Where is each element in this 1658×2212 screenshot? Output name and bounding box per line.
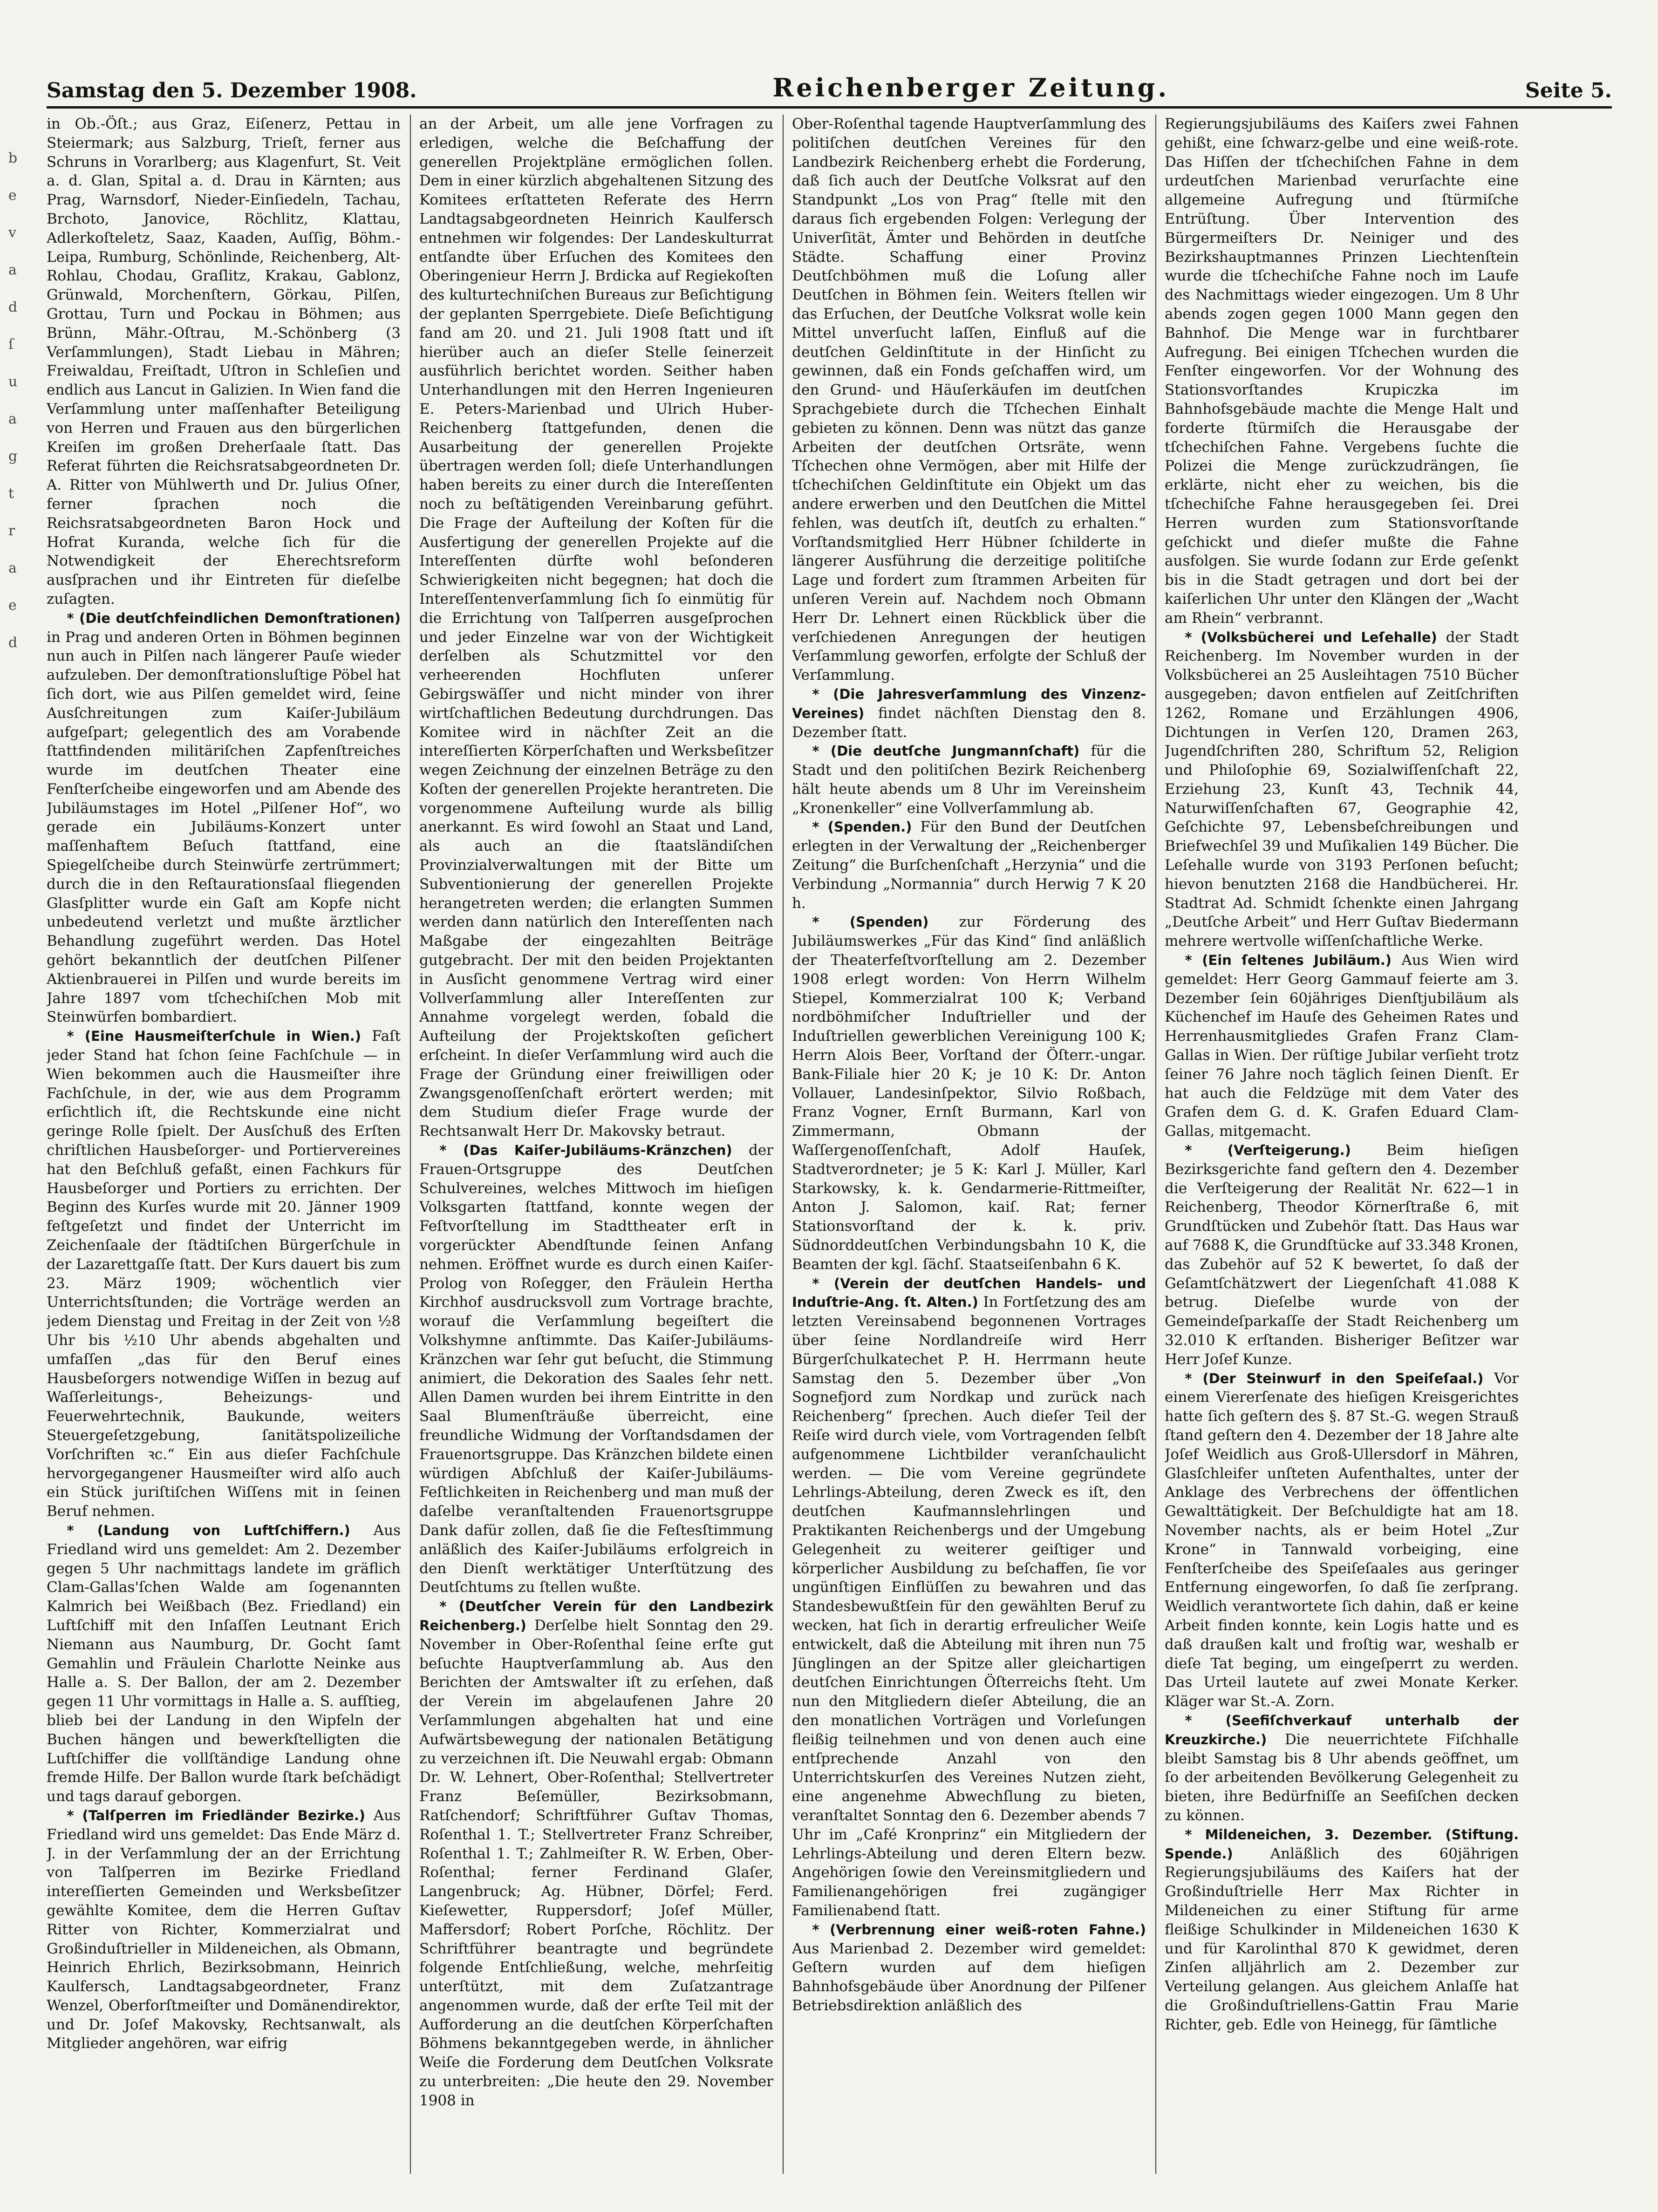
article-paragraph [1165,628,1519,951]
article-text: Aus Friedland wird uns gemeldet: Das Ende März d. J. in der Verſammlung der an der Errichtung von Talſperren im Bezirke Friedland intereſſierten Gemeinden und Werksbeſitzer gewählte Komitee, dem die Herren Guſtav Ritter von Richter, Kommerzialrat und Großinduſtrieller in Mildeneichen, als Obmann, Heinrich Ehrlich, Bezirksobmann, Heinrich Kaulfersch, Landtagsabgeordneter, Franz Wenzel, Oberforſtmeiſter und Domänendirektor, und Dr. Joſef Makovsky, Rechtsanwalt, als Mitglieder angehören, war eifrig [47,1807,401,2052]
article-text: Vor einem Viererſenate des hieſigen Kreisgerichtes hatte ſich geſtern des §. 87 St.-G. wegen Strauß ſtand geſtern den 4. Dezember der 18 Jahre alte Joſef Weidlich aus Groß-Ullersdorf in Mähren, Glasſchleifer unſteten Aufenthaltes, unter der Anklage des Verbrechens der öffentlichen Gewalttätigkeit. Der Beſchuldigte hat am 18. November nachts, als er beim Hotel „Zur Krone“ in Tannwald vorbeiging, eine Fenſterſcheibe des Speiſeſaales aus geringer Entfernung eingeworfen, ſo daß ſie zerſprang. Weidlich verantwortete ſich dahin, daß er keine Arbeit finden konnte, kein Logis hatte und es daß draußen kalt und froſtig war, weshalb er dieſe Tat beging, um eingeſperrt zu werden. Das Urteil lautete auf zwei Monate Kerker. Kläger war St.-A. Zorn. [1165,1370,1519,1710]
article-headline: * (Die deutſche Jungmannſchaft) [812,743,1080,759]
article-paragraph [792,742,1146,818]
article-headline: * (Der Steinwurf in den Speiſeſaal.) [1185,1370,1484,1386]
article-headline: * (Die Jahresverſammlung des Vinzenz-Vereines) [792,686,1146,721]
article-headline: * (Ein ſeltenes Jubiläum.) [1185,952,1392,969]
column-1 [47,115,401,2174]
article-headline: * Mildeneichen, 3. Dezember. (Stiftung. Spende.) [1165,1826,1519,1862]
article-text: der Frauen-Ortsgruppe des Deutſchen Schulvereines, welches Mittwoch im hieſigen Volksgarten ſtattfand, konnte wegen der Feſtvorſtellung im Stadttheater erſt in vorgerückter Abendſtunde ſeinen Anfang nehmen. Eröffnet wurde es durch einen Kaiſer-Prolog von Roſegger, den Fräulein Hertha Kirchhof ausdrucksvoll zum Vortrage brachte, worauf die Verſammlung begeiſtert die Volkshymne anſtimmte. Das Kaiſer-Jubiläums-Kränzchen war ſehr gut beſucht, die Stimmung animiert, die Dekoration des Saales ſehr nett. Allen Damen wurden bei ihrem Eintritte in den Saal Blumenſträuße überreicht, eine freundliche Widmung der Vorſtandsdamen der Frauenortsgruppe. Das Kränzchen bildete einen würdigen Abſchluß der Kaiſer-Jubiläums-Feſtlichkeiten in Reichenberg und man muß der daſelbe veranſtaltenden Frauenortsgruppe Dank dafür zollen, daß ſie die Feſtesſtimmung anläßlich des Kaiſer-Jubiläums erfolgreich in den Dienſt werktätiger Unterſtützung des Deutſchtums zu ſtellen wußte. [419,1142,773,1596]
edge-mark: e [8,597,17,614]
article-paragraph [1165,951,1519,1141]
article-text: In Fortſetzung des am letzten Vereinsabend begonnenen Vortrages über ſeine Nordlandreiſe wird Herr Bürgerſchulkatechet P. H. Herrmann heute Samstag den 5. Dezember über „Von Sognefjord zum Nordkap und zurück nach Reichenberg“ ſprechen. Auch dieſer Teil der Reiſe wird durch viele, vom Vortragenden ſelbſt aufgenommene Lichtbilder veranſchaulicht werden. — Die vom Vereine gegründete Lehrlings-Abteilung, deren Zweck es iſt, den deutſchen Kaufmannslehrlingen und Praktikanten Reichenbergs und der Umgebung Gelegenheit zu weiterer geiſtiger und körperlicher Ausbildung zu beſchaffen, ſie vor ungünſtigen Einflüſſen zu bewahren und das Standesbewußtſein für den gewählten Beruf zu wecken, hat ſich in derartig erfreulicher Weiſe entwickelt, daß die Abteilung mit ihren nun 75 Jünglingen an der Spitze aller gleichartigen deutſchen Einrichtungen Öſterreichs ſteht. Um nun den Mitgliedern dieſer Abteilung, die an den monatlichen Vorträgen und Vorleſungen fleißig teilnehmen und von denen auch eine entſprechende Anzahl von den Unterrichtskurſen des Vereines Nutzen zieht, eine angenehme Abwechſlung zu bieten, veranſtaltet Sonntag den 6. Dezember abends 7 Uhr im „Café Kronprinz“ ein Mitgliedern der Lehrlings-Abteilung und deren Eltern bezw. Angehörigen ſowie den Vereinsmitgliedern und Familienangehörigen frei zugängiger Familienabend ſtatt. [792,1294,1146,1919]
article-headline: * (Landung von Luftſchiffern.) [67,1522,350,1538]
article-text: der Stadt Reichenberg. Im November wurden in der Volksbücherei an 25 Ausleihtagen 7510 Bücher ausgegeben; davon entfielen auf Zeitſchriften 1262, Romane und Erzählungen 4906, Dichtungen in Verſen 120, Dramen 263, Jugendſchriften 280, Schriftum 52, Religion und Philoſophie 69, Sozialwiſſenſchaft 22, Erziehung 23, Kunſt 43, Technik 44, Naturwiſſenſchaften 67, Geographie 42, Geſchichte 97, Lebensbeſchreibungen und Briefwechſel 39 und Muſikalien 149 Bücher. Die Leſehalle wurde von 3193 Perſonen beſucht; hievon benutzten 2168 die Handbücherei. Hr. Stadtrat Ad. Schmidt ſchenkte einen Jahrgang „Deutſche Arbeit“ und Herr Guſtav Biedermann mehrere wertvolle wiſſenſchaftliche Werke. [1165,628,1519,950]
article-text: zur Förderung des Jubiläumswerkes „Für das Kind“ ſind anläßlich der Theaterfeſtvorſtellung am 2. Dezember 1908 erlegt worden: Von Herrn Wilhelm Stiepel, Kommerzialrat 100 K; Verband nordböhmiſcher Induſtrieller und der Induſtriellen gewerblichen Vereinigung 100 K; Herrn Alois Beer, Vorſtand der Öſterr.-ungar. Bank-Filiale hier 20 K; je 10 K: Dr. Anton Vollauer, Landesinſpektor, Silvio Roßbach, Franz Vogner, Ernſt Burmann, Karl von Zimmermann, Obmann der Waſſergenoſſenſchaft, Adolf Hauſek, Stadtverordneter; je 5 K: Karl J. Müller, Karl Starkowsky, k. k. Gendarmerie-Rittmeiſter, Anton J. Salomon, kaiſ. Rat; ferner Stationsvorſtand der k. k. priv. Südnorddeutſchen Verbindungsbahn 10 K, die Beamten der kgl. ſächſ. Staatseiſenbahn 6 K. [792,914,1146,1273]
article-text: Aus Marienbad 2. Dezember wird gemeldet: Geſtern wurden auf dem hieſigen Bahnhofsgebäude über Anordnung der Pilſener Betriebsdirektion anläßlich des [792,1940,1146,2014]
article-text: Aus Wien wird gemeldet: Herr Georg Gammauf feierte am 3. Dezember ſein 60jähriges Dienſtjubiläum als Küchenchef im Hauſe des Geheimen Rates und Herrenhausmitgliedes Grafen Franz Clam-Gallas in Wien. Der rüſtige Jubilar verſieht trotz ſeiner 76 Jahre noch täglich ſeinen Dienſt. Er hat auch die Feldzüge mit dem Vater des Grafen dem G. d. K. Grafen Eduard Clam-Gallas, mitgemacht. [1165,952,1519,1140]
edge-mark: g [8,448,18,464]
edge-mark: ſ [8,336,14,353]
article-text: Für den Bund der Deutſchen erlegten in der Verwaltung der „Reichenberger Zeitung“ die Burſchenſchaft „Herzynia“ und die Verbindung „Normannia“ durch Herwig 7 K 20 h. [792,819,1146,912]
column-4 [1165,115,1519,2174]
edge-mark: d [8,635,18,651]
article-text: findet nächſten Dienstag den 8. Dezember ſtatt. [792,704,1146,741]
article-headline: * (Deutſcher Verein für den Landbezirk Reichenberg.) [419,1598,773,1633]
article-text: in Ob.-Öſt.; aus Graz, Eiſenerz, Pettau in Steiermark; aus Salzburg, Trieſt, ferner aus Schruns in Vorarlberg; aus Klagenfurt, St. Veit a. d. Glan, Spital a. d. Drau in Kärnten; aus Prag, Warnsdorf, Nieder-Einſiedeln, Tachau, Brchoto, Janovice, Röchlitz, Klattau, Adlerkoſteletz, Saaz, Kaaden, Auſſig, Böhm.-Leipa, Rumburg, Schönlinde, Reichenberg, Alt-Rohlau, Chodau, Graſlitz, Krakau, Gablonz, Grünwald, Morchenſtern, Görkau, Pilſen, Grottau, Turn und Pockau in Böhmen; aus Brünn, Mähr.-Oſtrau, M.-Schönberg (3 Verſammlungen), Stadt Liebau in Mähren; Freiwaldau, Freiſtadt, Uſtron in Schleſien und endlich aus Lancut in Galizien. In Wien fand die Verſammlung unter maſſenhafter Beteiligung von Herren und Frauen aus den bürgerlichen Kreiſen im großen Dreherſaale ſtatt. Das Referat führten die Reichsratsabgeordneten Dr. A. Ritter von Mühlwerth und Dr. Julius Oſner, ferner ſprachen noch die Reichsratsabgeordneten Baron Hock und Hofrat Kuranda, welche ſich für die Notwendigkeit der Eherechtsreform ausſprachen und ihr Eintreten für dieſelbe zuſagten. [47,116,401,608]
article-text: Ober-Roſenthal tagende Hauptverſammlung des politiſchen deutſchen Vereines für den Landbezirk Reichenberg erhebt die Forderung, daß ſich auch der Deutſche Volksrat auf den Standpunkt „Los von Prag“ ſtelle mit den daraus ſich ergebenden Folgen: Verlegung der Univerſität, Ämter und Behörden in deutſche Städte. Schaffung einer Provinz Deutſchböhmen muß die Loſung aller Deutſchen in Böhmen ſein. Weiters ſtellen wir das Erſuchen, der Deutſche Volksrat wolle kein Mittel unverſucht laſſen, Einfluß auf die deutſchen Geldinſtitute in der Hinſicht zu gewinnen, daß ein Fonds geſchaffen wird, um den Grund- und Häuſerkäufen im deutſchen Sprachgebiete durch die Tſchechen Einhalt gebieten zu können. Denn was nützt das ganze Arbeiten der deutſchen Ortsräte, wenn Tſchechen ohne Vermögen, aber mit Hilfe der tſchechiſchen Geldinſtitute ein Objekt um das andere erwerben und den Deutſchen die Mittel fehlen, was deutſch iſt, deutſch zu erhalten.“ Vorſtandsmitglied Herr Hübner ſchilderte in längerer Ausführung die derzeitige politiſche Lage und fordert zum ſtrammen Arbeiten für unſeren Verein auf. Nachdem noch Obmann Herr Dr. Lehnert einen Rückblick über die verſchiedenen Anregungen der heutigen Verſammlung geworfen, erfolgte der Schluß der Verſammlung. [792,116,1146,684]
edge-mark: r [8,523,15,539]
article-paragraph [1165,1141,1519,1369]
article-paragraph [47,609,401,1027]
article-headline: * (Die deutſchfeindlichen Demonſtrationen) [67,610,401,626]
article-paragraph [419,115,773,1141]
column-3 [792,115,1146,2174]
edge-mark: b [8,150,18,166]
article-text: an der Arbeit, um alle jene Vorfragen zu erledigen, welche die Beſchaffung der generellen Projektpläne ermöglichen ſollen. Dem in einer kürzlich abgehaltenen Sitzung des Komitees erſtatteten Referate des Herrn Landtagsabgeordneten Heinrich Kaulfersch entnehmen wir folgendes: Der Landeskulturrat entſandte über Erſuchen des Komitees den Oberingenieur Herrn J. Brdicka auf Regiekoſten des kulturtechniſchen Bureaus zur Beſichtigung der geplanten Sperrgebiete. Dieſe Beſichtigung fand am 20. und 21. Juli 1908 ſtatt und iſt hierüber auch an dieſer Stelle ſeinerzeit ausführlich berichtet worden. Seither haben Unterhandlungen mit den Herren Ingenieuren E. Peters-Marienbad und Ulrich Huber-Reichenberg ſtattgefunden, denen die Ausarbeitung der generellen Projekte übertragen werden ſoll; dieſe Unterhandlungen haben bereits zu einer durch die Intereſſenten noch zu beſtätigenden Vereinbarung geführt. Die Frage der Aufteilung der Koſten für die Ausfertigung der generellen Projekte auf die Intereſſenten dürfte wohl beſonderen Schwierigkeiten nicht begegnen; hat doch die Intereſſentenverſammlung ſich ſo einmütig für die Errichtung von Talſperren ausgeſprochen und jeder Einzelne war von der Wichtigkeit derſelben als Schutzmittel vor den verheerenden Hochfluten unſerer Gebirgswäſſer und nicht minder von ihrer wirtſchaftlichen Bedeutung durchdrungen. Das Komitee wird in nächſter Zeit an die intereſſierten Körperſchaften und Werksbeſitzer wegen Zeichnung der einzelnen Beträge zu den Koſten der generellen Projekte herantreten. Die vorgenommene Aufteilung wurde als billig anerkannt. Es wird ſowohl an Staat und Land, als auch an die ſtaatsländiſchen Provinzialverwaltungen mit der Bitte um Subventionierung der generellen Projekte herangetreten werden; die erlangten Summen werden dann natürlich den Intereſſenten nach Maßgabe der eingezahlten Beiträge gutgebracht. Der mit den beiden Projektanten in Ausſicht genommene Vertrag wird einer Vollverſammlung aller Intereſſenten zur Annahme vorgelegt werden, ſobald die Aufteilung der Projektskoſten geſichert erſcheint. In dieſer Verſammlung wird auch die Frage der Gründung einer freiwilligen oder Zwangsgenoſſenſchaft erörtert werden; mit dem Studium dieſer Frage wurde der Rechtsanwalt Herr Dr. Makovsky betraut. [419,116,773,1140]
newspaper-title: Reichenberger Zeitung. [772,73,1170,102]
article-headline: * (Spenden.) [812,819,912,835]
article-paragraph [1165,1369,1519,1711]
article-paragraph [792,115,1146,685]
article-headline: * (Das Kaiſer-Jubiläums-Kränzchen) [439,1142,732,1159]
article-paragraph [792,685,1146,742]
article-headline: * (Verein der deutſchen Handels- und Induſtrie-Ang. ſt. Alten.) [792,1275,1146,1311]
article-paragraph [419,1597,773,2110]
edge-mark: t [8,485,14,502]
edge-mark: a [8,262,17,278]
edge-mark: a [8,411,17,427]
article-headline: * (Seefiſchverkauf unterhalb der Kreuzkirche.) [1165,1712,1519,1748]
edge-mark: a [8,560,17,576]
article-headline: * (Volksbücherei und Leſehalle) [1185,629,1437,645]
article-text: Aus Friedland wird uns gemeldet: Am 2. Dezember gegen 5 Uhr nachmittags landete im gräflich Clam-Gallas'ſchen Walde am ſogenannten Kalmrich bei Weißbach (Bez. Friedland) ein Luftſchiff mit den Inſaſſen Leutnant Erich Niemann aus Naumburg, Dr. Gocht ſamt Gemahlin und Fräulein Charlotte Neinke aus Halle a. S. Der Ballon, der am 2. Dezember gegen 11 Uhr vormittags in Halle a. S. aufſtieg, blieb bei der Landung in den Wipfeln der Buchen hängen und bewerkſtelligten die Luftſchiffer die vollſtändige Landung ohne fremde Hilfe. Der Ballon wurde ſtark beſchädigt und tags darauf geborgen. [47,1522,401,1805]
article-paragraph [419,1141,773,1597]
article-text: Regierungsjubiläums des Kaiſers zwei Fahnen gehißt, eine ſchwarz-gelbe und eine weiß-rote. Das Hiſſen der tſchechiſchen Fahne in dem urdeutſchen Marienbad verurſachte eine allgemeine Aufregung und ſtürmiſche Entrüſtung. Über Intervention des Bürgermeiſters Dr. Neiniger und des Bezirkshauptmannes Prinzen Liechtenſtein wurde die tſchechiſche Fahne noch im Laufe des Nachmittags wieder eingezogen. Um 8 Uhr abends zogen gegen 1000 Mann gegen den Bahnhof. Die Menge war in furchtbarer Aufregung. Bei einigen Tſchechen wurden die Fenſter eingeworfen. Vor der Wohnung des Stationsvorſtandes Krupiczka im Bahnhofsgebäude machte die Menge Halt und forderte ſtürmiſch die Herausgabe der tſchechiſchen Fahne. Vergebens ſuchte die Polizei die Menge zurückzudrängen, ſie erklärte, nicht eher zu weichen, bis die tſchechiſche Fahne herausgegeben ſei. Drei Herren wurden zum Stationsvorſtande geſchickt und dieſer mußte die Fahne ausfolgen. Sie wurde ſodann zur Erde geſenkt bis in die Stadt getragen und dort bei der kaiſerlichen Uhr unter den Klängen der „Wacht am Rhein“ verbrannt. [1165,116,1519,627]
article-paragraph [792,818,1146,913]
page-number: Seite 5. [1525,79,1612,102]
edge-mark: v [8,225,16,241]
edge-mark: d [8,299,18,315]
article-text: Beim hieſigen Bezirksgerichte fand geſtern den 4. Dezember die Verſteigerung der Realität Nr. 622—1 in Reichenberg, Theodor Körnerſtraße 6, mit Grundſtücken und Zubehör ſtatt. Das Haus war auf 7688 K, die Grundſtücke auf 33.348 Kronen, das Zubehör auf 52 K bewertet, ſo daß der Geſamtſchätzwert der Liegenſchaft 41.088 K betrug. Dieſelbe wurde von der Gemeindeſparkaſſe der Stadt Reichenberg um 32.010 K erſtanden. Bisheriger Beſitzer war Herr Joſef Kunze. [1165,1142,1519,1368]
left-edge-marks [8,140,27,1631]
column-divider-2 [783,115,784,2174]
article-text: Die neuerrichtete Fiſchhalle bleibt Samstag bis 8 Uhr abends geöffnet, um ſo der arbeitenden Bevölkerung Gelegenheit zu bieten, ihre Bedürfniſſe an Seefiſchen decken zu können. [1165,1731,1519,1824]
article-headline: * (Talſperren im Friedländer Bezirke.) [67,1807,366,1823]
article-paragraph [1165,1711,1519,1825]
article-paragraph [47,1521,401,1806]
article-text: für die Stadt und den politiſchen Bezirk Reichenberg hält heute abends um 8 Uhr im Vereinsheim „Kronenkeller“ eine Vollverſammlung ab. [792,743,1146,817]
column-divider-1 [410,115,411,2174]
article-headline: * (Spenden) [812,914,929,930]
article-paragraph [47,115,401,609]
article-text: in Prag und anderen Orten in Böhmen beginnen nun auch in Pilſen nach längerer Pauſe wieder aufzuleben. Der demonſtrationsluſtige Pöbel hat ſich dort, wie aus Pilſen gemeldet wird, ſeine Ausſchreitungen zum Kaiſer-Jubiläum aufgeſpart; gelegentlich des am Vorabende ſtattfindenden militäriſchen Zapfenſtreiches wurde im deutſchen Theater eine Fenſterſcheibe eingeworfen und am Abende des Jubiläumstages im Hotel „Pilſener Hof“, wo gerade ein Jubiläums-Konzert unter maſſenhaftem Beſuch ſtattfand, eine Spiegelſcheibe durch Steinwürfe zertrümmert; durch die in den Reſtaurationsſaal fliegenden Glasſplitter wurde ein Gaſt am Kopfe nicht unbedeutend verletzt und mußte ärztlicher Behandlung zugeführt werden. Das Hotel gehört bekanntlich der deutſchen Pilſener Aktienbrauerei in Pilſen und wurde bereits im Jahre 1897 vom tſchechiſchen Mob mit Steinwürfen bombardiert. [47,628,401,1026]
article-paragraph [1165,115,1519,628]
edge-mark: u [8,374,18,390]
article-text: Faſt jeder Stand hat ſchon ſeine Fachſchule — in Wien bekommen auch die Hausmeiſter ihre Fachſchule, in der, wie aus dem Programm erſichtlich iſt, die Rechtskunde eine nicht geringe Rolle ſpielt. Der Ausſchuß des Erſten chriſtlichen Hausbeſorger- und Portiervereines hat den Beſchluß gefaßt, einen Fachkurs für Hausbeſorger und Portiers zu errichten. Der Beginn des Kurſes wurde mit 20. Jänner 1909 feſtgeſetzt und findet der Unterricht im Zeichenſaale der ſtädtiſchen Bürgerſchule in der Lazarettgaſſe ſtatt. Der Kurs dauert bis zum 23. März 1909; wöchentlich vier Unterrichtsſtunden; die Vorträge werden an jedem Dienstag und Freitag in der Zeit von ½8 Uhr bis ½10 Uhr abends abgehalten und umfaſſen „das für den Beruf eines Hausbeſorgers notwendige Wiſſen in bezug auf Waſſerleitungs-, Beheizungs- und Feuerwehrtechnik, Baukunde, weiters Steuergeſetzgebung, ſanitätspolizeiliche Vorſchriften ꝛc.“ Ein aus dieſer Fachſchule hervorgegangener Hausmeiſter wird alſo auch ein Stück juriſtiſchen Wiſſens mit in ſeinen Beruf nehmen. [47,1028,401,1520]
article-text: Anläßlich des 60jährigen Regierungsjubiläums des Kaiſers hat der Großinduſtrielle Herr Max Richter in Mildeneichen zu einer Stiftung für arme fleißige Schulkinder in Mildeneichen 1630 K und für Karolinthal 870 K gewidmet, deren Zinſen alljährlich am 2. Dezember zur Verteilung gelangen. Aus gleichem Anlaſſe hat die Großinduſtriellens-Gattin Frau Marie Richter, geb. Edle von Heinegg, für ſämtliche [1165,1845,1519,2033]
article-headline: * (Verbrennung einer weiß-roten Fahne.) [812,1921,1146,1938]
article-paragraph [792,1920,1146,2015]
article-headline: * (Verſteigerung.) [1185,1142,1351,1159]
header-rule [47,106,1612,109]
article-paragraph [792,1274,1146,1920]
article-headline: * (Eine Hausmeiſterſchule in Wien.) [67,1028,362,1045]
column-2 [419,115,773,2174]
page-header [47,70,1612,102]
article-text: Derſelbe hielt Sonntag den 29. November in Ober-Roſenthal ſeine erſte gut beſuchte Hauptverſammlung ab. Aus den Berichten der Amtswalter iſt zu erſehen, daß der Verein im abgelaufenen Jahre 20 Verſammlungen abgehalten hat und eine Aufwärtsbewegung der nationalen Betätigung zu verzeichnen iſt. Die Neuwahl ergab: Obmann Dr. W. Lehnert, Ober-Roſenthal; Stellvertreter Franz Beſemüller, Bezirksobmann, Ratſchendorf; Schriftführer Guſtav Thomas, Roſenthal 1. T.; Stellvertreter Franz Schreiber, Roſenthal 1. T.; Zahlmeiſter R. W. Erben, Ober-Roſenthal; ferner Ferdinand Glaſer, Langenbruck; Ag. Hübner, Dörfel; Ferd. Kieſewetter, Ruppersdorf; Joſef Müller, Maffersdorf; Robert Porſche, Röchlitz. Der Schriftführer beantragte und begründete folgende Entſchließung, welche, mehrſeitig unterſtützt, mit dem Zuſatzantrage angenommen wurde, daß der erſte Teil mit der Aufforderung an die deutſchen Körperſchaften Böhmens bekanntgegeben werde, in ähnlicher Weiſe die Forderung dem Deutſchen Volksrate zu unterbreiten: „Die heute den 29. November 1908 in [419,1617,773,2109]
edge-mark: e [8,187,17,204]
article-paragraph [792,913,1146,1274]
column-divider-3 [1155,115,1156,2174]
issue-date: Samstag den 5. Dezember 1908. [47,79,417,102]
article-paragraph [47,1806,401,2053]
article-paragraph [1165,1825,1519,2034]
article-paragraph [47,1027,401,1521]
